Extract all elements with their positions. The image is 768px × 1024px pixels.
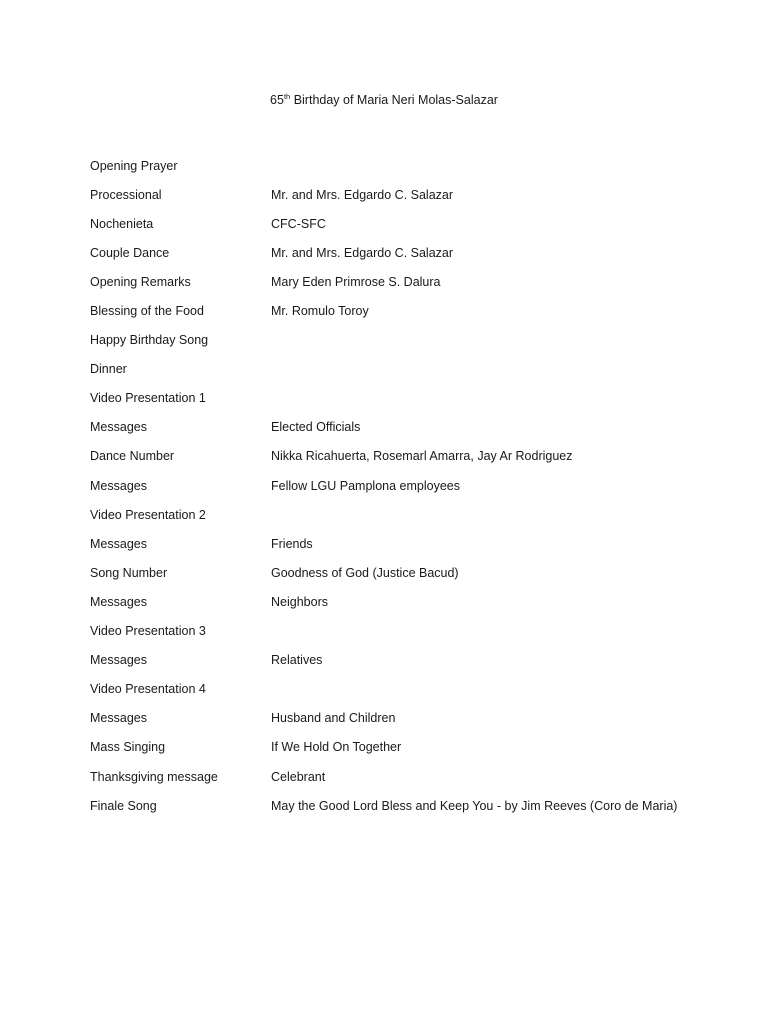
program-row: [90, 733, 730, 762]
program-event: Messages: [90, 536, 147, 551]
program-performer: May the Good Lord Bless and Keep You - by Jim Reeves (Coro de Maria): [271, 798, 678, 813]
program-performer: Relatives: [271, 653, 323, 668]
program-row: [90, 326, 730, 355]
program-row: [90, 529, 730, 558]
title-ordinal-suffix: th: [283, 92, 291, 101]
program-row: [90, 704, 730, 733]
program-performer: Nikka Ricahuerta, Rosemarl Amarra, Jay Ar Rodriguez: [271, 449, 573, 464]
program-row: [90, 587, 730, 616]
program-list: [90, 151, 730, 820]
program-row: [90, 617, 730, 646]
program-performer: Friends: [271, 536, 313, 551]
program-row: [90, 558, 730, 587]
program-row: [90, 413, 730, 442]
program-performer: Husband and Children: [271, 711, 396, 726]
program-row: [90, 675, 730, 704]
program-event: Finale Song: [90, 798, 157, 813]
program-event: Thanksgiving message: [90, 769, 218, 784]
program-event: Messages: [90, 711, 147, 726]
program-row: [90, 791, 730, 820]
program-row: [90, 296, 730, 325]
program-row: [90, 384, 730, 413]
program-event: Happy Birthday Song: [90, 333, 209, 348]
program-event: Video Presentation 2: [90, 507, 206, 522]
program-row: [90, 151, 730, 180]
program-event: Blessing of the Food: [90, 304, 204, 319]
program-row: [90, 471, 730, 500]
program-event: Opening Remarks: [90, 274, 191, 289]
program-row: [90, 267, 730, 296]
title-number: 65: [270, 93, 284, 107]
program-performer: Fellow LGU Pamplona employees: [271, 478, 460, 493]
program-performer: CFC-SFC: [271, 216, 326, 231]
program-event: Video Presentation 3: [90, 624, 206, 639]
program-event: Messages: [90, 653, 147, 668]
program-event: Messages: [90, 478, 147, 493]
program-performer: Mary Eden Primrose S. Dalura: [271, 274, 441, 289]
program-performer: Elected Officials: [271, 420, 361, 435]
program-row: [90, 180, 730, 209]
program-event: Dinner: [90, 362, 127, 377]
program-row: [90, 238, 730, 267]
program-event: Messages: [90, 594, 147, 609]
program-row: [90, 209, 730, 238]
title-text: Birthday of Maria Neri Molas-Salazar: [290, 93, 498, 107]
program-event: Messages: [90, 420, 147, 435]
program-performer: Mr. and Mrs. Edgardo C. Salazar: [271, 245, 454, 260]
program-event: Couple Dance: [90, 245, 170, 260]
program-event: Mass Singing: [90, 740, 166, 755]
program-performer: Neighbors: [271, 594, 328, 609]
program-event: Processional: [90, 187, 162, 202]
program-event: Song Number: [90, 565, 168, 580]
page-title: [0, 93, 768, 107]
program-row: [90, 500, 730, 529]
program-event: Dance Number: [90, 449, 175, 464]
program-performer: Celebrant: [271, 769, 326, 784]
program-performer: Goodness of God (Justice Bacud): [271, 565, 459, 580]
program-row: [90, 355, 730, 384]
program-event: Video Presentation 1: [90, 391, 206, 406]
program-row: [90, 442, 730, 471]
program-event: Opening Prayer: [90, 158, 178, 173]
program-row: [90, 762, 730, 791]
program-row: [90, 646, 730, 675]
program-event: Nochenieta: [90, 216, 154, 231]
program-performer: Mr. and Mrs. Edgardo C. Salazar: [271, 187, 454, 202]
program-performer: Mr. Romulo Toroy: [271, 304, 369, 319]
program-performer: If We Hold On Together: [271, 740, 402, 755]
program-event: Video Presentation 4: [90, 682, 206, 697]
